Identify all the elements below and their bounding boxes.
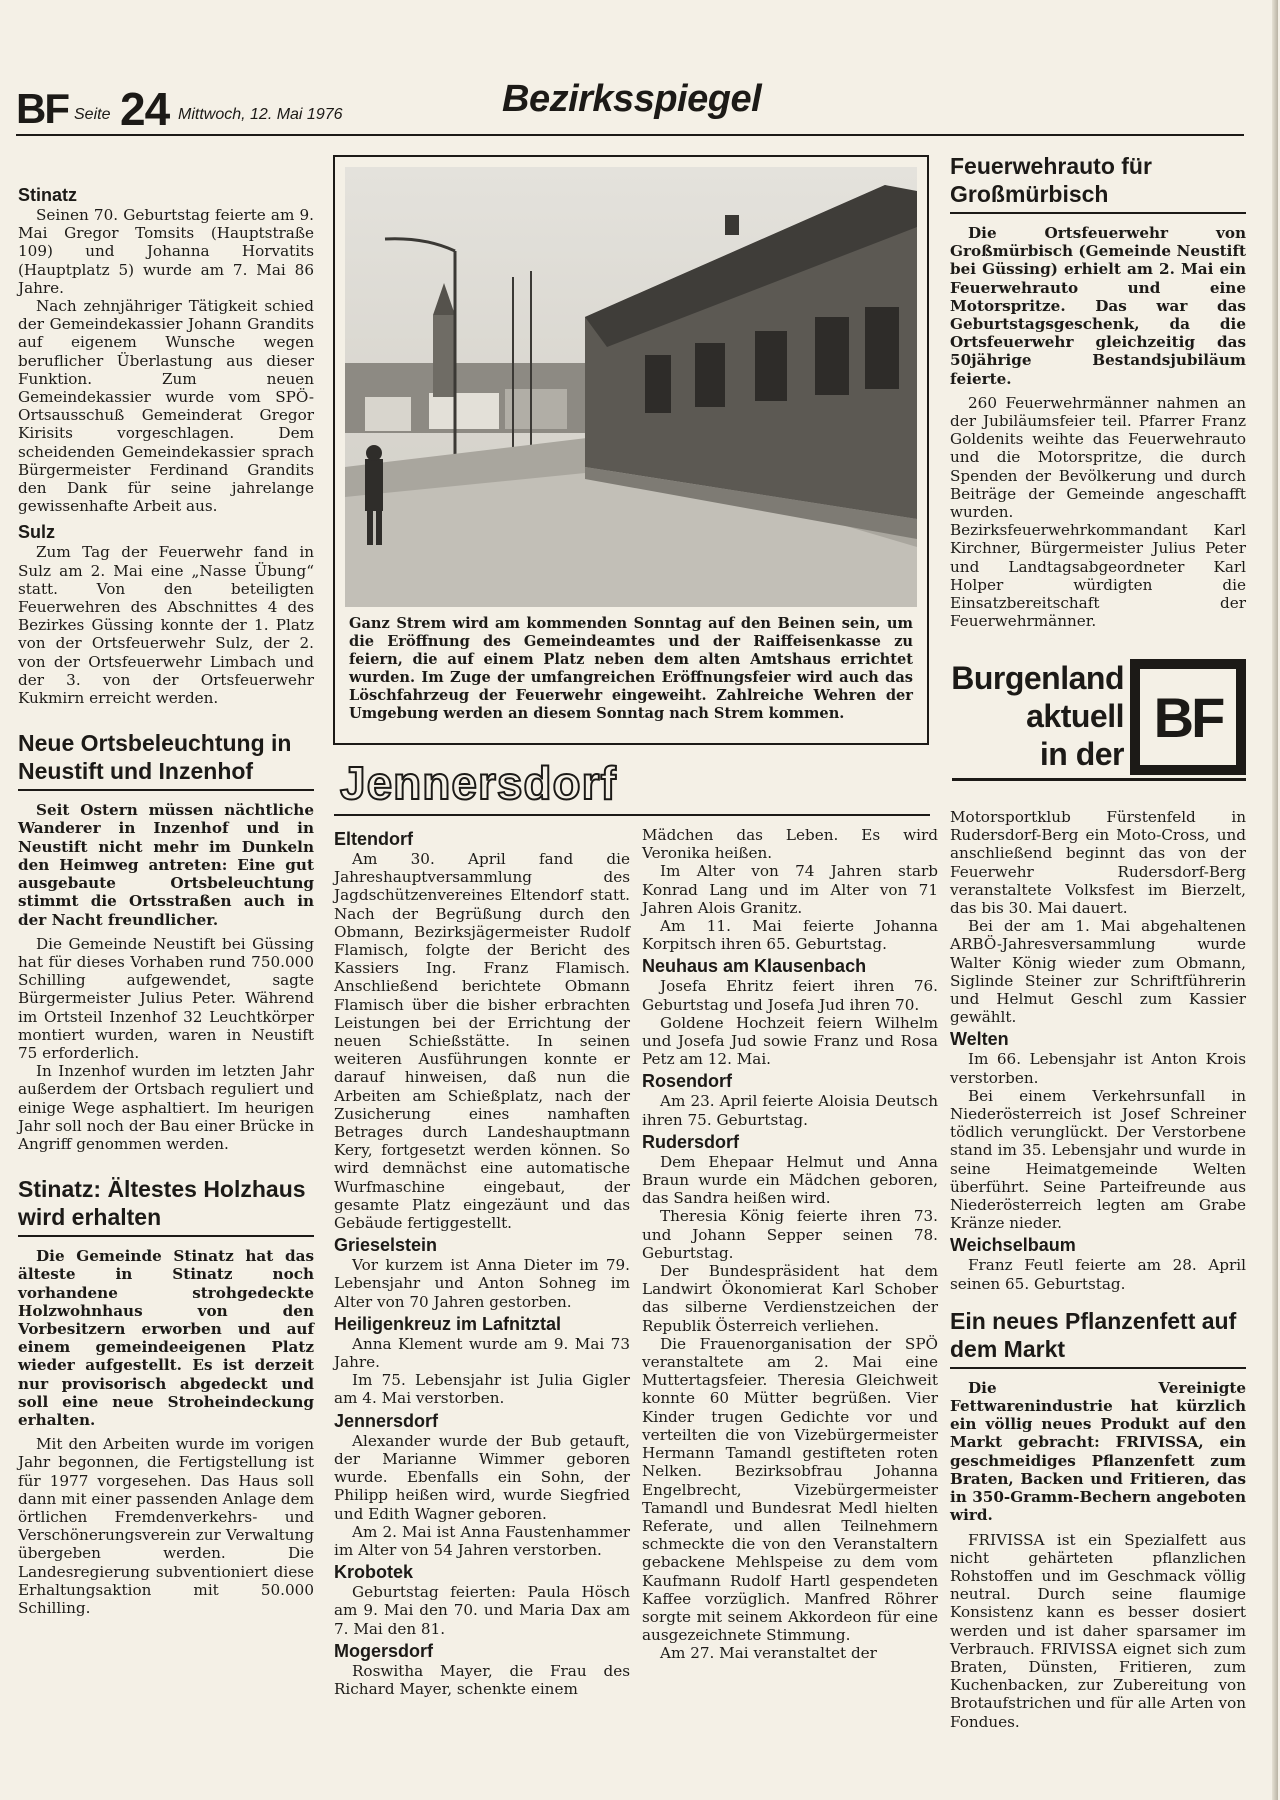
grieselstein-heading: Grieselstein bbox=[334, 1235, 438, 1256]
region-title: Jennersdorf bbox=[340, 757, 617, 809]
welten-paragraph-1: Im 66. Lebensjahr ist Anton Krois verstorben. bbox=[950, 1050, 1246, 1087]
page-number: 24 bbox=[120, 83, 170, 135]
stinatz-heading: Stinatz bbox=[18, 185, 78, 205]
mogersdorf-paragraph-2: Im Alter von 74 Jahren starb Konrad Lang und im Alter von 71 Jahren Alois Granitz. bbox=[642, 862, 938, 917]
pflanzenfett-headline: Ein neues Pflanzenfett auf dem Markt bbox=[950, 1307, 1246, 1369]
ad-bf-logo bbox=[1130, 659, 1246, 775]
ad-text bbox=[951, 659, 1124, 773]
rosendorf-heading: Rosendorf bbox=[642, 1071, 732, 1092]
column-right-lower bbox=[950, 808, 1246, 1731]
page-edge bbox=[1272, 0, 1278, 1800]
masthead bbox=[16, 78, 1244, 136]
heiligenkreuz-paragraph-1: Anna Klement wurde am 9. Mai 73 Jahre. bbox=[334, 1334, 630, 1372]
arboe-paragraph: Bei der am 1. Mai abgehaltenen ARBÖ-Jahresversammlung wurde Walter König wieder zum Obmann, Siglinde Steiner zur Schriftführerin und Helmut Geschl zum Kassier gewählt. bbox=[950, 917, 1246, 1027]
bf-logo: BF bbox=[16, 85, 68, 132]
feuerwehr-headline: Feuerwehrauto für Großmürbisch bbox=[950, 152, 1246, 214]
holzhaus-article bbox=[18, 1175, 314, 1617]
grieselstein-paragraph: Vor kurzem ist Anna Dieter im 79. Lebensjahr und Anton Sohneg im Alter von 70 Jahren gestorben. bbox=[334, 1256, 630, 1311]
rudersdorf-heading: Rudersdorf bbox=[642, 1131, 740, 1152]
neustift-headline: Neue Ortsbeleuchtung in Neustift und Inzenhof bbox=[18, 729, 314, 791]
pflanzenfett-paragraph: FRIVISSA ist ein Spezialfett aus nicht gehärteten pflanzlichen Rohstoffen und im Geschmack völlig neutral. Durch seine flaumige Konsistenz kann es besser dosiert werden und ist daher sparsamer im Verbrauch. FRIVISSA eignet sich zum Braten, Dünsten, Fritieren, zum Kuchenbacken, zur Zubereitung von Brotaufstrichen und für alle Arten von Fondues. bbox=[950, 1530, 1246, 1731]
section-title: Bezirksspiegel bbox=[502, 78, 762, 120]
stinatz-paragraph-2: Nach zehnjähriger Tätigkeit schied der Gemeindekassier Johann Grandits auf eigenem Wunsche wegen beruflicher Überlastung aus dieser Funktion. Zum neuen Gemeindekassier wurde vom SPÖ-Ortsausschuß Gemeinderat Gregor Kirisits vorgeschlagen. Dem scheidenden Gemeindekassier sprach Bürgermeister Ferdinand Grandits den Dank für seine jahrelange gewissenhafte Arbeit aus. bbox=[18, 297, 314, 516]
neuhaus-paragraph-1: Josefa Ehritz feiert ihren 76. Geburtstag und Josefa Jud ihren 70. bbox=[642, 977, 938, 1014]
rudersdorf-paragraph-5: Am 27. Mai veranstaltet der bbox=[660, 1644, 877, 1663]
column-middle-left bbox=[334, 826, 630, 1698]
ad-bf-logo-text: BF bbox=[1140, 669, 1236, 765]
column-left bbox=[18, 182, 314, 1617]
stinatz-paragraph-1: Seinen 70. Geburtstag feierte am 9. Mai Gregor Tomsits (Hauptstraße 109) und Johanna Horvatits (Hauptplatz 5) wurde am 7. Mai 86 Jahre. bbox=[18, 206, 314, 297]
welten-heading: Welten bbox=[950, 1029, 1009, 1050]
sulz-paragraph: Zum Tag der Feuerwehr fand in Sulz am 2. Mai eine „Nasse Übung“ statt. Von den beteiligten Feuerwehren des Abschnittes 4 des Bezirkes Güssing konnte der 1. Platz von der Ortsfeuerwehr Sulz, der 2. von der Ortsfeuerwehr Limbach und der 3. von der Ortsfeuerwehr Kukmirn erreicht werden. bbox=[18, 543, 314, 708]
neustift-paragraph-1: Die Gemeinde Neustift bei Güssing hat für dieses Vorhaben rund 750.000 Schilling aufgewendet, sagte Bürgermeister Julius Peter. Während im Ortsteil Inzenhof 32 Leuchtkörper montiert wurden, waren in Neustift 75 erforderlich. bbox=[18, 934, 314, 1062]
jennersdorf-paragraph-1: Alexander wurde der Bub getauft, der Marianne Wimmer geboren wurde. Ebenfalls ein Sohn, der Philipp heißen wird, wurde Siegfried und Edith Wagner geboren. bbox=[334, 1431, 630, 1523]
ad-line-1: Burgenland bbox=[951, 660, 1124, 696]
neustift-lead: Seit Ostern müssen nächtliche Wanderer in Inzenhof und in Neustift nicht mehr im Dunkeln den Heimweg antreten: Eine gut ausgebaute Ortsbeleuchtung stimmt die Ortsstraßen auch in der Nacht freundlicher. bbox=[18, 801, 314, 929]
neuhaus-heading: Neuhaus am Klausenbach bbox=[642, 956, 867, 977]
photo-box bbox=[333, 155, 929, 745]
rudersdorf-paragraph-3: Der Bundespräsident hat dem Landwirt Ökonomierat Karl Schober das silberne Verdienstzeichen der Republik Österreich verliehen. bbox=[642, 1262, 938, 1335]
column-middle-right bbox=[642, 826, 938, 1663]
eltendorf-heading: Eltendorf bbox=[334, 829, 413, 849]
page-label: Seite bbox=[74, 106, 111, 123]
rosendorf-paragraph: Am 23. April feierte Aloisia Deutsch ihren 75. Geburtstag. bbox=[642, 1092, 938, 1129]
strem-town-hall-image bbox=[345, 167, 917, 607]
holzhaus-headline: Stinatz: Ältestes Holzhaus wird erhalten bbox=[18, 1175, 314, 1237]
feuerwehr-lead: Die Ortsfeuerwehr von Großmürbisch (Gemeinde Neustift bei Güssing) erhielt am 2. Mai ein Feuerwehrauto und eine Motorspritze. Das war das Geburtstagsgeschenk, da die Ortsfeuerwehr gleichzeitig das 50jährige Bestandsjubiläum feierte. bbox=[950, 224, 1246, 388]
rudersdorf-continued: Motorsportklub Fürstenfeld in Rudersdorf-Berg ein Moto-Cross, und anschließend beginnt das von der Feuerwehr Rudersdorf-Berg veranstaltete Volksfest im Bierzelt, das bis 30. Mai dauert. bbox=[950, 808, 1246, 918]
neuhaus-paragraph-2: Goldene Hochzeit feiern Wilhelm und Josefa Jud sowie Franz und Rosa Petz am 12. Mai. bbox=[642, 1013, 938, 1069]
mogersdorf-continued: Mädchen das Leben. Es wird Veronika heißen. bbox=[642, 826, 938, 863]
krobotek-heading: Krobotek bbox=[334, 1562, 414, 1583]
holzhaus-paragraph: Mit den Arbeiten wurde im vorigen Jahr begonnen, die Fertigstellung ist für 1977 vorgesehen. Das Haus soll dann mit einer passenden Anlage dem örtlichen Fremdenverkehrs- und Verschönerungsverein zur Verwaltung übergeben werden. Die Landesregierung subventioniert diese Erhaltungsaktion mit 50.000 Schilling. bbox=[18, 1435, 314, 1617]
mogersdorf-paragraph-3: Am 11. Mai feierte Johanna Korpitsch ihren 65. Geburtstag. bbox=[642, 917, 938, 954]
photo-caption: Ganz Strem wird am kommenden Sonntag auf den Beinen sein, um die Eröffnung des Gemeindeamtes und der Raiffeisenkasse zu feiern, die auf einem Platz neben dem alten Amtshaus errichtet wurden. Im Zuge der umfangreichen Eröffnungsfeier wird auch das Löschfahrzeug der Feuerwehr eingeweiht. Zahlreiche Wehren der Umgebung werden an diesem Sonntag nach Strem kommen. bbox=[349, 615, 913, 722]
rudersdorf-paragraph-1: Dem Ehepaar Helmut und Anna Braun wurde ein Mädchen geboren, das Sandra heißen wird. bbox=[642, 1152, 938, 1208]
feuerwehr-paragraph: 260 Feuerwehrmänner nahmen an der Jubiläumsfeier teil. Pfarrer Franz Goldenits weihte das Feuerwehrauto und die Motorspritze, die durch Spenden der Bevölkerung und durch Beiträge der Gemeinde angeschafft wurden. Bezirksfeuerwehrkommandant Karl Kirchner, Bürgermeister Julius Peter und Landtagsabgeordneter Karl Holper würdigten die Einsatzbereitschaft der Feuerwehrmänner. bbox=[950, 393, 1246, 631]
weichselbaum-paragraph: Franz Feutl feierte am 28. April seinen 65. Geburtstag. bbox=[950, 1256, 1246, 1293]
holzhaus-lead: Die Gemeinde Stinatz hat das älteste in Stinatz noch vorhandene strohgedeckte Holzwohnhaus von den Vorbesitzern erworben und auf einem gemeindeeigenen Platz wieder aufgestellt. Es ist derzeit nur provisorisch abgedeckt und soll eine neue Stroheindeckung erhalten. bbox=[18, 1247, 314, 1429]
rudersdorf-paragraph-4: Die Frauenorganisation der SPÖ veranstaltete am 2. Mai eine Muttertagsfeier. Theresia Gleichweit konnte 60 Mütter begrüßen. Vier Kinder trugen Gedichte vor und verteilten die von Vizebürgermeister Hermann Tamandl gestifteten roten Nelken. Bezirksobfrau Johanna Engelbrecht, Vizebürgermeister Tamandl und Bundesrat Medl hielten Referate, und allen Teilnehmern schmeckte die von den Veranstaltern gebackene Mehlspeise zu dem vom Kaufmann Rudolf Hartl gespendeten Kaffee vorzüglich. Manfred Röhrer sorgte mit seinem Akkordeon für eine ausgezeichnete Stimmung. bbox=[642, 1334, 938, 1645]
krobotek-paragraph: Geburtstag feierten: Paula Hösch am 9. Mai den 70. und Maria Dax am 7. Mai den 81. bbox=[334, 1583, 630, 1638]
neustift-article bbox=[18, 729, 314, 1153]
column-right bbox=[950, 152, 1246, 630]
pflanzenfett-article bbox=[950, 1307, 1246, 1731]
mogersdorf-paragraph: Roswitha Mayer, die Frau des Richard Mayer, schenkte einem bbox=[334, 1661, 630, 1698]
burgenland-aktuell-ad bbox=[952, 653, 1246, 781]
welten-paragraph-2: Bei einem Verkehrsunfall in Niederösterreich ist Josef Schreiner tödlich verunglückt. Der Verstorbene stand im 35. Lebensjahr und wurde in seine Heimatgemeinde Welten überführt. Seine Parteifreunde aus Niederösterreich legten am Grabe Kränze nieder. bbox=[950, 1086, 1246, 1233]
jennersdorf-paragraph-2: Am 2. Mai ist Anna Faustenhammer im Alter von 54 Jahren verstorben. bbox=[334, 1522, 630, 1559]
weichselbaum-heading: Weichselbaum bbox=[950, 1235, 1076, 1256]
jennersdorf-heading: Jennersdorf bbox=[334, 1410, 439, 1431]
eltendorf-paragraph: Am 30. April fand die Jahreshauptversammlung des Jagdschützenvereines Eltendorf statt. Nach der Begrüßung durch den Obmann, Bezirksjägermeister Rudolf Flamisch, folgte der Bericht des Kassiers Ing. Franz Flamisch. Anschließend berichtete Obmann Flamisch über die bisher erbrachten Leistungen bei der Errichtung der neuen Schießstätte. In seinen weiteren Ausführungen konnte er darauf hinweisen, daß nun die Arbeiten am Schießplatz, nach der Zusicherung eines namhaften Betrages durch Landeshauptmann Kery, fortgesetzt werden können. So wird demnächst eine automatische Wurfmaschine eingebaut, der gesamte Platz eingezäunt und das Gebäude fertiggestellt. bbox=[334, 850, 630, 1233]
pflanzenfett-lead: Die Vereinigte Fettwarenindustrie hat kürzlich ein völlig neues Produkt auf den Markt gebracht: FRIVISSA, ein geschmeidiges Pflanzenfett zum Braten, Backen und Fritieren, das in 350-Gramm-Bechern angeboten wird. bbox=[950, 1378, 1246, 1525]
heiligenkreuz-paragraph-2: Im 75. Lebensjahr ist Julia Gigler am 4. Mai verstorben. bbox=[334, 1371, 630, 1408]
rudersdorf-paragraph-2: Theresia König feierte ihren 73. und Johann Sepper seinen 78. Geburtstag. bbox=[642, 1207, 938, 1262]
sulz-heading: Sulz bbox=[18, 522, 56, 543]
region-heading bbox=[334, 756, 930, 816]
ad-line-3: in der bbox=[1039, 736, 1124, 772]
ad-line-2: aktuell bbox=[1026, 698, 1124, 734]
neustift-paragraph-2: In Inzenhof wurden im letzten Jahr außerdem der Ortsbach reguliert und einige Wege asphaltiert. Im heurigen Jahr soll noch der Bau einer Brücke in Angriff genommen werden. bbox=[18, 1062, 314, 1153]
issue-date: Mittwoch, 12. Mai 1976 bbox=[178, 106, 343, 123]
strem-photo bbox=[345, 167, 917, 607]
heiligenkreuz-heading: Heiligenkreuz im Lafnitztal bbox=[334, 1313, 562, 1334]
mogersdorf-heading: Mogersdorf bbox=[334, 1640, 433, 1661]
